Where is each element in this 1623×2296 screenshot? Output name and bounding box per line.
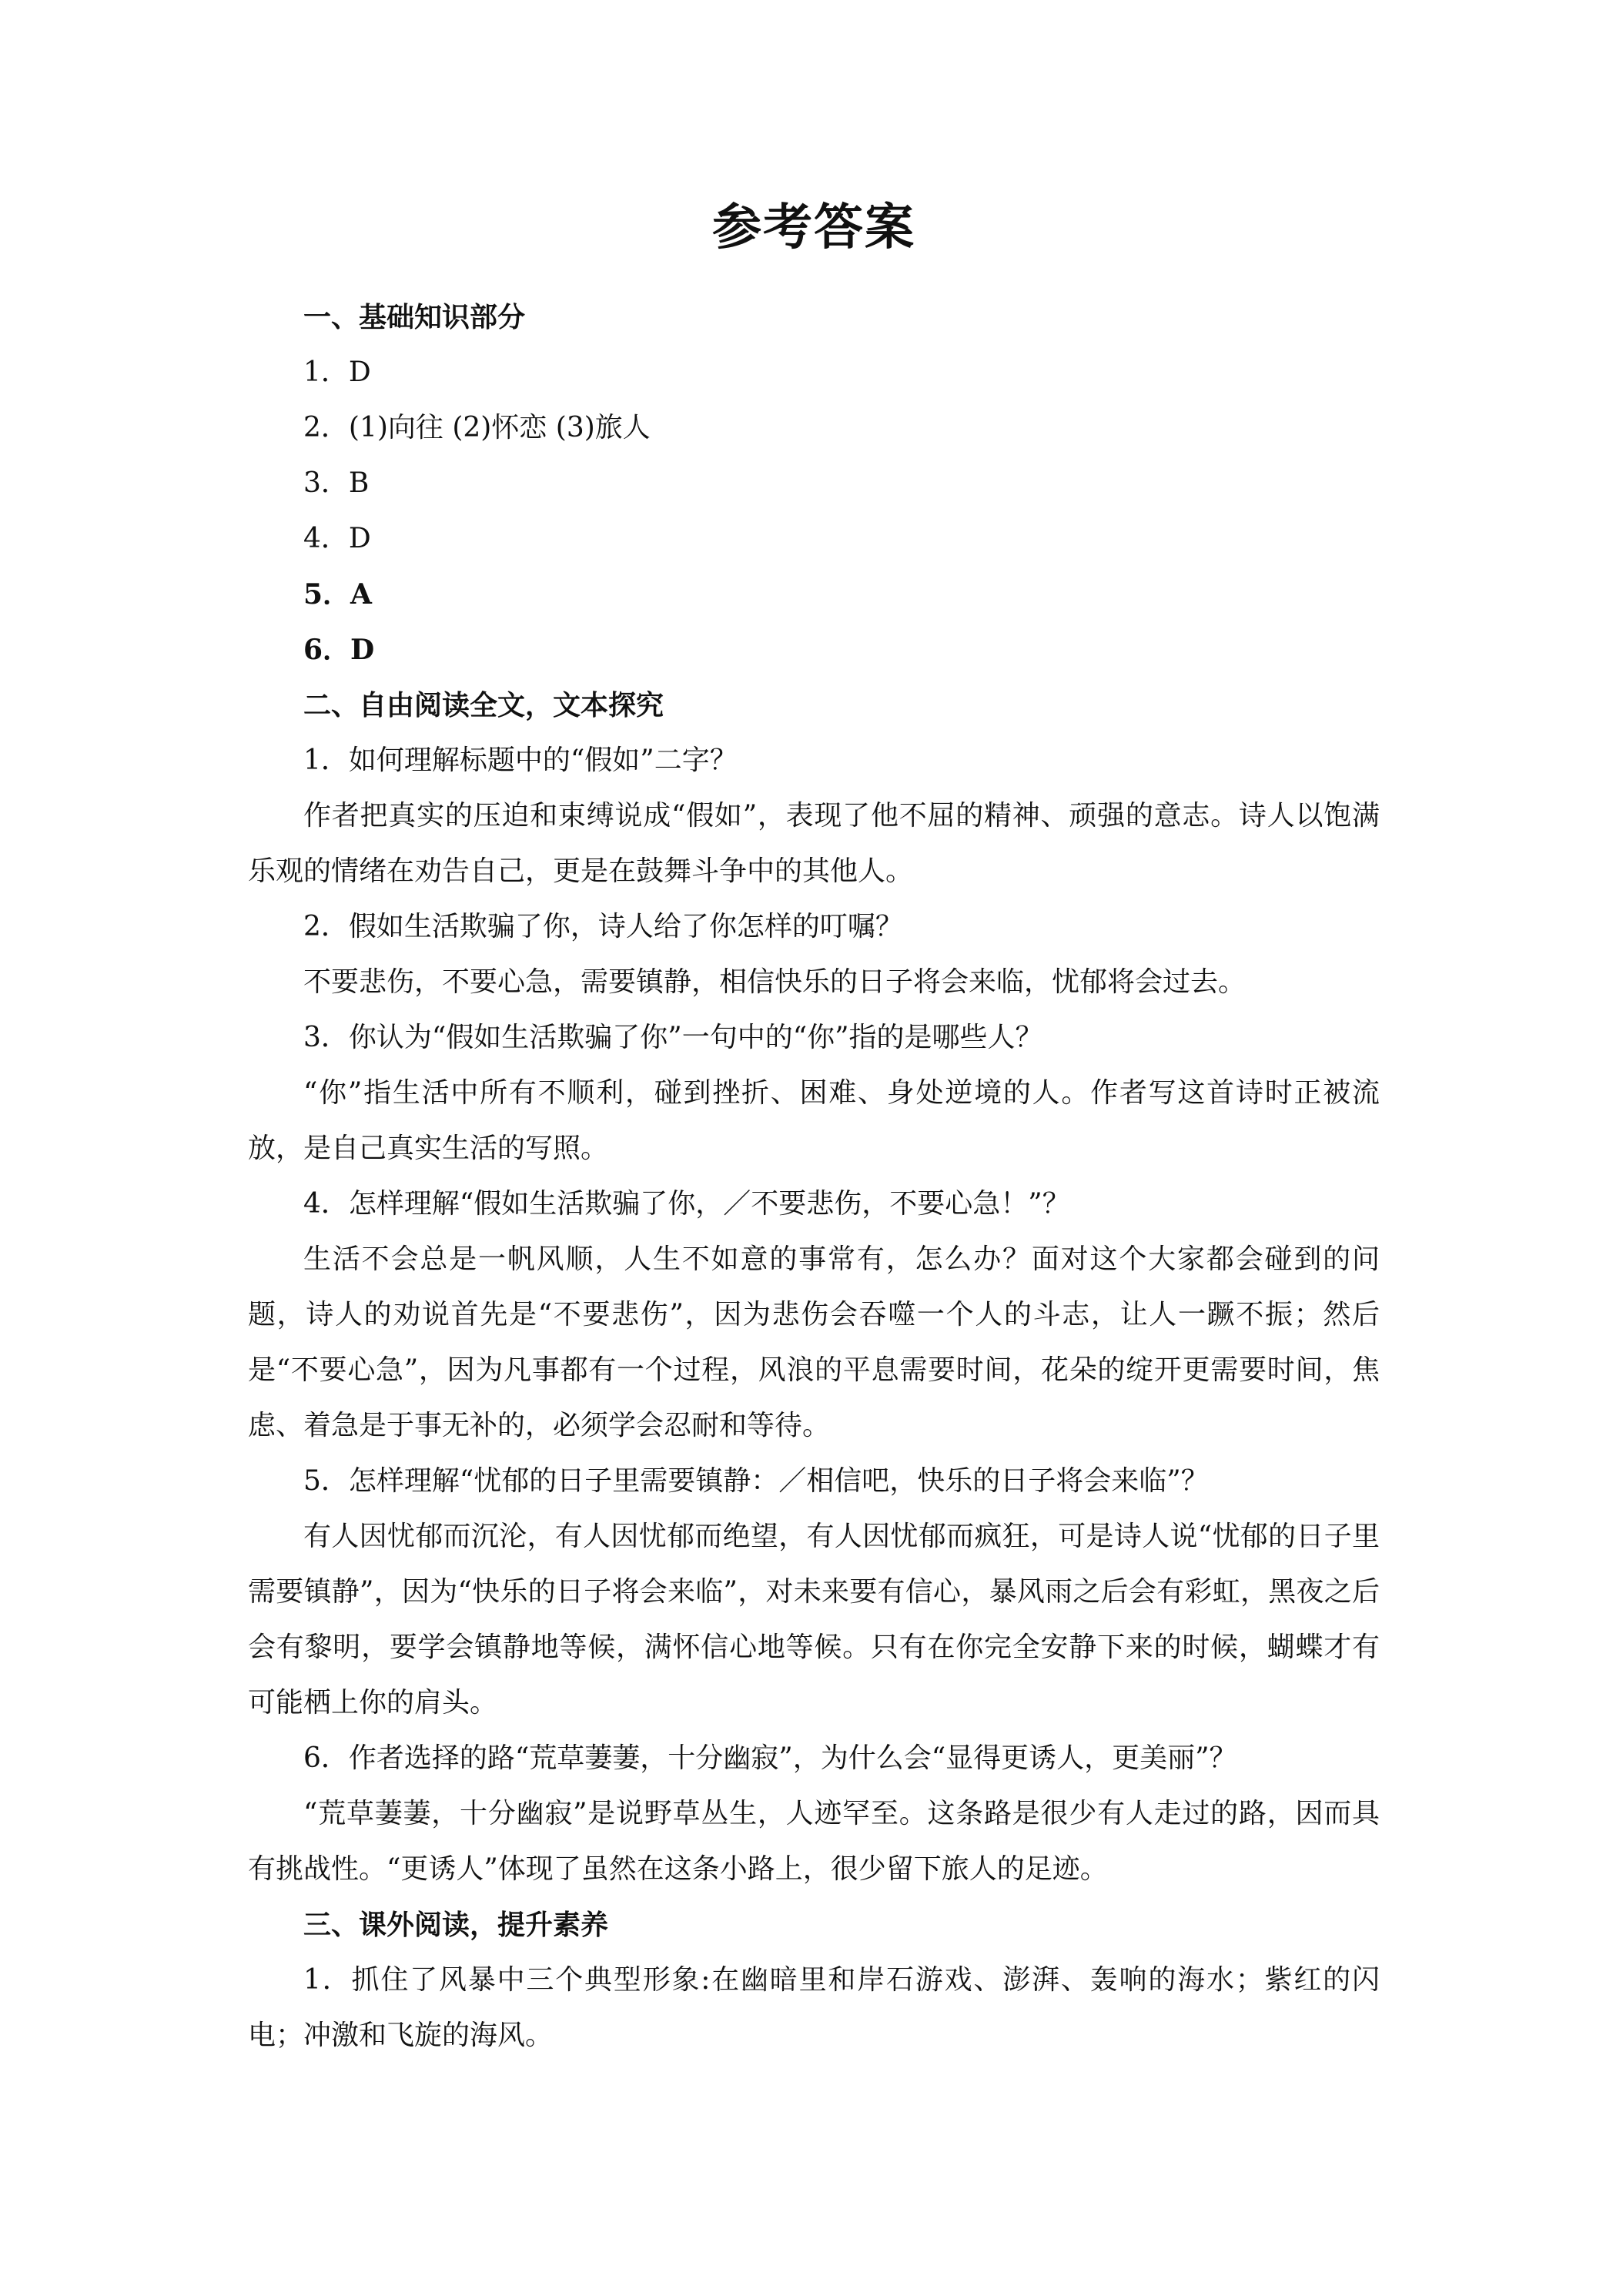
question-2: 2．假如生活欺骗了你，诗人给了你怎样的叮嘱？: [303, 911, 903, 942]
answer-item: 5．A: [303, 578, 372, 611]
answer-item: 3．B: [303, 467, 370, 499]
section-heading-2: 二、自由阅读全文，文本探究: [303, 689, 664, 721]
question-6: 6．作者选择的路“荒草萋萋，十分幽寂”，为什么会“显得更诱人，更美丽”？: [303, 1742, 1237, 1774]
question-4: 4．怎样理解“假如生活欺骗了你，／不要悲伤，不要心急！”？: [303, 1188, 1070, 1220]
answer-item: 4．D: [303, 523, 371, 554]
answer-item: 2．(1)向往 (2)怀恋 (3)旅人: [303, 412, 651, 443]
answer-item: 6．D: [303, 634, 375, 666]
page-title: 参考答案: [712, 199, 915, 256]
question-5: 5．怎样理解“忧郁的日子里需要镇静：／相信吧，快乐的日子将会来临”？: [303, 1465, 1209, 1497]
answer-3: “你”指生活中所有不顺利，碰到挫折、困难、身处逆境的人。作者写这首诗时正被流放，是自己真实生活的写照。: [248, 1077, 1380, 1164]
answer-item: 1．D: [303, 356, 371, 388]
section-heading-1: 一、基础知识部分: [303, 301, 526, 333]
answer-5: 有人因忧郁而沉沦，有人因忧郁而绝望，有人因忧郁而疯狂，可是诗人说“忧郁的日子里需要镇静”，因为“快乐的日子将会来临”，对未来要有信心，暴风雨之后会有彩虹，黑夜之后会有黎明，要学会镇静地等候，满怀信心地等候。只有在你完全安静下来的时候，蝴蝶才有可能栖上你的肩头。: [248, 1521, 1380, 1719]
answer-3-1: 1．抓住了风暴中三个典型形象:在幽暗里和岸石游戏、澎湃、轰响的海水；紫红的闪电；冲激和飞旋的海风。: [248, 1964, 1380, 2051]
question-1: 1．如何理解标题中的“假如”二字？: [303, 745, 738, 776]
answer-4: 生活不会总是一帆风顺，人生不如意的事常有，怎么办？面对这个大家都会碰到的问题，诗人的劝说首先是“不要悲伤”，因为悲伤会吞噬一个人的斗志，让人一蹶不振；然后是“不要心急”，因为凡事都有一个过程，风浪的平息需要时间，花朵的绽开更需要时间，焦虑、着急是于事无补的，必须学会忍耐和等待。: [248, 1243, 1380, 1441]
answer-2: 不要悲伤，不要心急，需要镇静，相信快乐的日子将会来临，忧郁将会过去。: [303, 966, 1247, 998]
answer-6: “荒草萋萋，十分幽寂”是说野草丛生，人迹罕至。这条路是很少有人走过的路，因而具有挑战性。“更诱人”体现了虽然在这条小路上，很少留下旅人的足迹。: [248, 1798, 1380, 1885]
section-heading-3: 三、课外阅读，提升素养: [303, 1909, 609, 1941]
answer-1: 作者把真实的压迫和束缚说成“假如”，表现了他不屈的精神、顽强的意志。诗人以饱满乐观的情绪在劝告自己，更是在鼓舞斗争中的其他人。: [248, 800, 1380, 887]
question-3: 3．你认为“假如生活欺骗了你”一句中的“你”指的是哪些人？: [303, 1022, 1043, 1053]
document-body: [248, 290, 1380, 2063]
